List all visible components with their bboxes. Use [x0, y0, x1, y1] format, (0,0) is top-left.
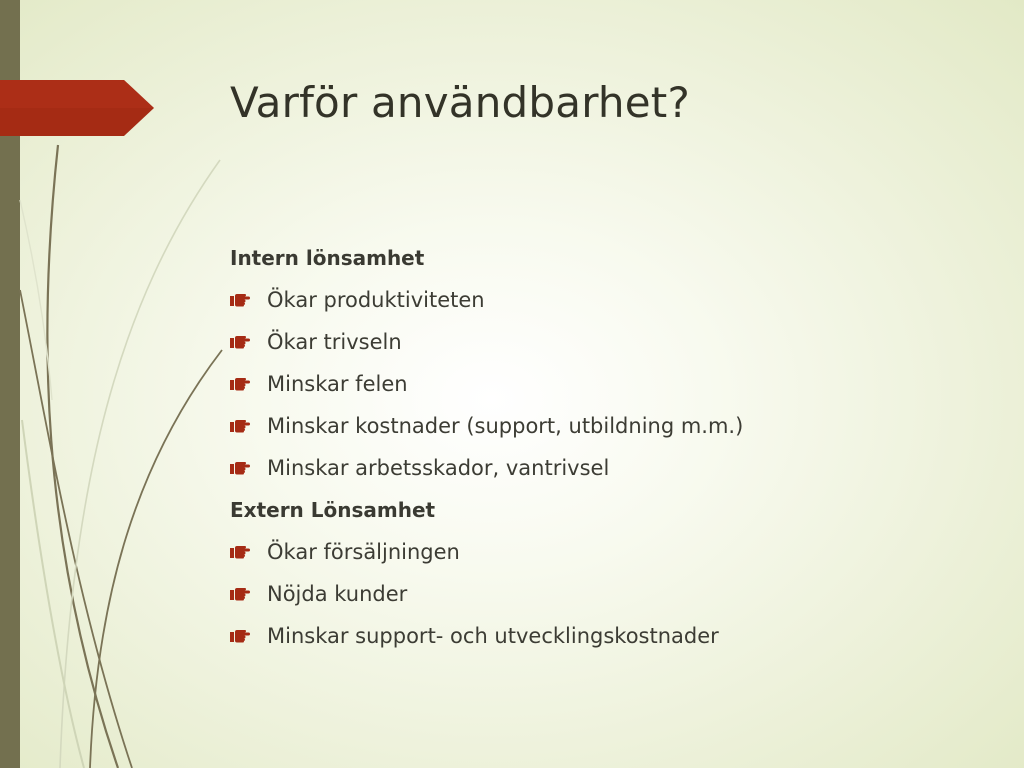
section-heading-intern: Intern lönsamhet — [230, 246, 425, 270]
list-item — [230, 450, 990, 492]
list-item — [230, 576, 990, 618]
list-item — [230, 324, 990, 366]
list-item — [230, 282, 990, 324]
list-item — [230, 408, 990, 450]
list-item — [230, 618, 990, 660]
list-item-text: Minskar support- och utvecklingskostnader — [267, 624, 719, 648]
list-item-text: Nöjda kunder — [267, 582, 408, 606]
section-heading-extern: Extern Lönsamhet — [230, 498, 436, 522]
list-item-text: Minskar kostnader (support, utbildning m.m.) — [267, 414, 744, 438]
pointing-hand-icon — [230, 293, 250, 307]
list-item-text: Ökar försäljningen — [267, 540, 460, 564]
list-item-text: Ökar trivseln — [267, 330, 402, 354]
list-item-text: Minskar felen — [267, 372, 408, 396]
list-item — [230, 534, 990, 576]
list-item-text: Minskar arbetsskador, vantrivsel — [267, 456, 610, 480]
pointing-hand-icon — [230, 545, 250, 559]
pointing-hand-icon — [230, 419, 250, 433]
pointing-hand-icon — [230, 629, 250, 643]
title-accent-arrow — [0, 80, 154, 136]
pointing-hand-icon — [230, 335, 250, 349]
list-item-text: Ökar produktiviteten — [267, 288, 485, 312]
pointing-hand-icon — [230, 587, 250, 601]
slide-content — [230, 240, 990, 660]
pointing-hand-icon — [230, 377, 250, 391]
list-item — [230, 366, 990, 408]
slide-title: Varför användbarhet? — [230, 78, 690, 127]
pointing-hand-icon — [230, 461, 250, 475]
